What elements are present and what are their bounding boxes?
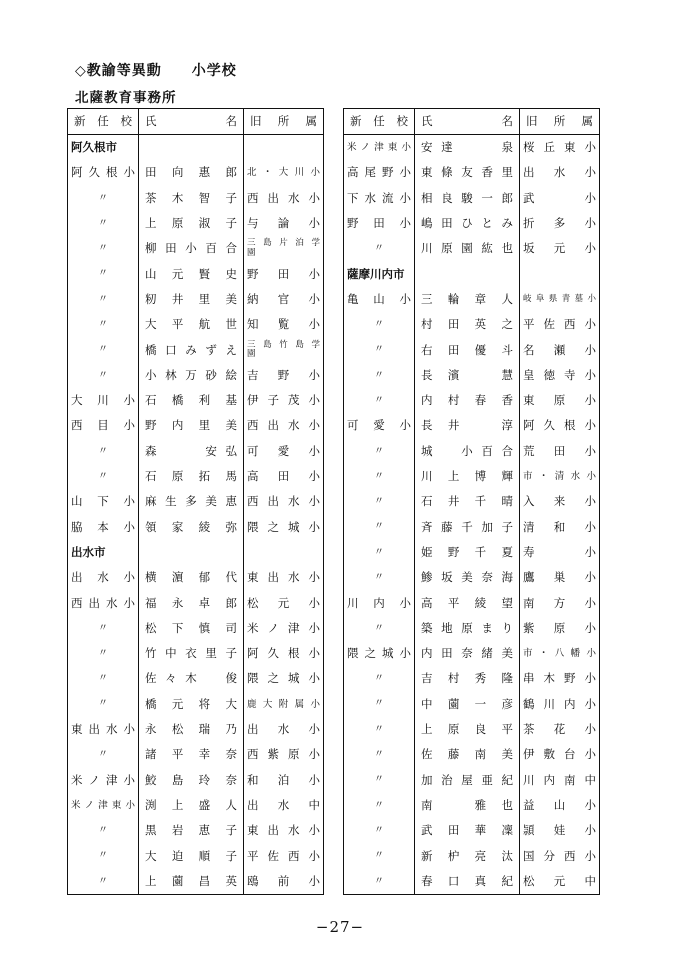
table-row	[68, 565, 324, 590]
new-school-cell: 〃	[98, 217, 108, 229]
new-school-cell: 亀山小	[347, 291, 411, 306]
table-row	[344, 388, 600, 413]
teacher-name-cell: 内田奈緒美	[415, 641, 520, 666]
new-school-cell: 〃	[374, 824, 384, 836]
new-school-cell: 米ノ津東小	[71, 799, 135, 811]
teacher-name-cell: 長濱 慧	[415, 363, 520, 388]
previous-post-cell: 米ノ津小	[244, 616, 324, 641]
previous-post-cell: 国分西小	[520, 844, 600, 869]
teacher-name-cell: 佐藤南美	[415, 742, 520, 767]
new-school-cell: 〃	[98, 470, 108, 482]
table-row	[344, 793, 600, 818]
previous-post-cell: 市・八幡小	[520, 641, 600, 666]
table-row	[68, 515, 324, 540]
new-school-cell: 〃	[98, 698, 108, 710]
table-row	[68, 818, 324, 843]
teacher-name-cell: 村田英之	[415, 312, 520, 337]
table-row	[344, 616, 600, 641]
previous-post-cell: 皇徳寺小	[520, 363, 600, 388]
table-row	[68, 312, 324, 337]
previous-post-cell: 三島片泊学 園	[244, 236, 324, 261]
table-row	[344, 515, 600, 540]
teacher-name-cell: 内村春香	[415, 388, 520, 413]
previous-post-cell: 鶴川内小	[520, 692, 600, 717]
new-school-cell: 山下小	[71, 494, 135, 509]
section-heading: 薩摩川内市	[347, 266, 405, 281]
new-school-cell: 米ノ津小	[71, 772, 135, 787]
previous-post-cell: 野田小	[244, 262, 324, 287]
new-school-cell: 東出水小	[71, 722, 135, 737]
previous-post-cell: 知覧小	[244, 312, 324, 337]
previous-post-cell: 隈之城小	[244, 515, 324, 540]
new-school-cell: 阿久根小	[71, 165, 135, 180]
new-school-cell: 〃	[374, 521, 384, 533]
new-school-cell: 〃	[374, 243, 384, 255]
previous-post-cell: 南方小	[520, 591, 600, 616]
new-school-cell: 〃	[98, 445, 108, 457]
new-school-cell: 〃	[374, 571, 384, 583]
empty-cell	[139, 135, 244, 161]
new-school-cell: 〃	[374, 673, 384, 685]
teacher-name-cell: 南 雅也	[415, 793, 520, 818]
table-row	[344, 186, 600, 211]
teacher-name-cell: 麻生多美恵	[139, 489, 244, 514]
teacher-name-cell: 小林万砂絵	[139, 363, 244, 388]
new-school-cell: 〃	[98, 243, 108, 255]
teacher-name-cell: 新枦亮汰	[415, 844, 520, 869]
previous-post-cell: 出水中	[244, 793, 324, 818]
table-row	[68, 616, 324, 641]
teacher-name-cell: 中薗一彦	[415, 692, 520, 717]
page-number: −27−	[315, 918, 365, 936]
previous-post-cell: 西出水小	[244, 414, 324, 439]
table-row	[68, 414, 324, 439]
new-school-cell: 〃	[98, 647, 108, 659]
new-school-cell: 〃	[374, 319, 384, 331]
new-school-cell: 〃	[374, 344, 384, 356]
teacher-name-cell: 吉村秀隆	[415, 667, 520, 692]
previous-post-cell: 岐阜県青墓小	[520, 287, 600, 312]
table-row	[68, 869, 324, 895]
section-row	[344, 262, 600, 287]
table-header-row	[344, 109, 600, 135]
new-school-cell: 〃	[98, 344, 108, 356]
new-school-cell: 高尾野小	[347, 165, 411, 180]
new-school-cell: 〃	[374, 850, 384, 862]
previous-post-cell: 与論小	[244, 211, 324, 236]
teacher-name-cell: 橋口みずえ	[139, 338, 244, 363]
new-school-cell: 〃	[98, 293, 108, 305]
table-row	[344, 869, 600, 895]
previous-post-cell: 松元中	[520, 869, 600, 895]
table-row	[68, 667, 324, 692]
new-school-cell: 隈之城小	[347, 646, 411, 661]
table-row	[68, 641, 324, 666]
table-row	[68, 186, 324, 211]
table-row	[344, 565, 600, 590]
teacher-name-cell: 佐々木 俊	[139, 667, 244, 692]
teacher-name-cell: 永松瑞乃	[139, 717, 244, 742]
previous-post-cell: 市・清水小	[520, 464, 600, 489]
teacher-name-cell: 嶋田ひとみ	[415, 211, 520, 236]
previous-post-cell: 西出水小	[244, 489, 324, 514]
teacher-name-cell: 加治屋亜紀	[415, 768, 520, 793]
new-school-cell: 〃	[374, 723, 384, 735]
table-row	[344, 641, 600, 666]
table-row	[344, 312, 600, 337]
previous-post-cell: 寿 小	[520, 540, 600, 565]
header-name: 氏名	[139, 109, 244, 135]
section-heading: 出水市	[71, 544, 106, 559]
teacher-name-cell: 姫野千夏	[415, 540, 520, 565]
previous-post-cell: 西紫原小	[244, 742, 324, 767]
header-new-school: 新任校	[68, 109, 139, 135]
table-header-row	[68, 109, 324, 135]
table-row	[68, 717, 324, 742]
table-row	[68, 742, 324, 767]
previous-post-cell: 茶花小	[520, 717, 600, 742]
teacher-name-cell: 黒岩恵子	[139, 818, 244, 843]
teacher-name-cell: 領家綾弥	[139, 515, 244, 540]
teacher-name-cell: 大平航世	[139, 312, 244, 337]
left-roster-table	[67, 108, 346, 895]
teacher-name-cell: 上原淑子	[139, 211, 244, 236]
previous-post-cell: 鹿大附属小	[244, 692, 324, 717]
previous-post-cell: 東出水小	[244, 565, 324, 590]
previous-post-cell: 武 小	[520, 186, 600, 211]
previous-post-cell: 名瀬小	[520, 338, 600, 363]
teacher-name-cell: 石井千晴	[415, 489, 520, 514]
new-school-cell: 〃	[98, 850, 108, 862]
new-school-cell: 〃	[98, 192, 108, 204]
table-row	[344, 692, 600, 717]
new-school-cell: 〃	[374, 445, 384, 457]
table-row	[344, 717, 600, 742]
teacher-name-cell: 川上博輝	[415, 464, 520, 489]
new-school-cell: 〃	[374, 799, 384, 811]
new-school-cell: 〃	[98, 673, 108, 685]
teacher-name-cell: 橋元将大	[139, 692, 244, 717]
teacher-name-cell: 武田華凜	[415, 818, 520, 843]
previous-post-cell: 坂元小	[520, 236, 600, 261]
teacher-name-cell: 大迫順子	[139, 844, 244, 869]
table-row	[344, 414, 600, 439]
table-row	[344, 135, 600, 161]
new-school-cell: 〃	[374, 394, 384, 406]
previous-post-cell: 桜丘東小	[520, 135, 600, 161]
table-row	[344, 540, 600, 565]
previous-post-cell: 納官小	[244, 287, 324, 312]
new-school-cell: 米ノ津東小	[347, 142, 411, 154]
header-previous: 旧所属	[520, 109, 600, 135]
teacher-name-cell: 石橋利基	[139, 388, 244, 413]
table-row	[344, 363, 600, 388]
table-row	[344, 591, 600, 616]
teacher-name-cell: 築地原まり	[415, 616, 520, 641]
right-roster-table	[343, 108, 600, 895]
new-school-cell: 可愛小	[347, 418, 411, 433]
teacher-name-cell: 松下慎司	[139, 616, 244, 641]
table-row	[68, 161, 324, 186]
table-row	[344, 818, 600, 843]
previous-post-cell: 東出水小	[244, 818, 324, 843]
previous-post-cell: 荒田小	[520, 439, 600, 464]
header-new-school: 新任校	[344, 109, 415, 135]
previous-post-cell: 西出水小	[244, 186, 324, 211]
table-row	[68, 591, 324, 616]
table-row	[344, 768, 600, 793]
page-title: ◇教諭等異動 小学校	[75, 63, 237, 79]
teacher-name-cell: 斉藤千加子	[415, 515, 520, 540]
table-row	[344, 667, 600, 692]
teacher-name-cell: 長井 淳	[415, 414, 520, 439]
previous-post-cell: 三島竹島学 園	[244, 338, 324, 363]
previous-post-cell: 東原小	[520, 388, 600, 413]
new-school-cell: 川内小	[347, 595, 411, 610]
empty-cell	[415, 262, 520, 287]
previous-post-cell: 益山小	[520, 793, 600, 818]
new-school-cell: 〃	[374, 875, 384, 887]
new-school-cell: 脇本小	[71, 519, 135, 534]
previous-post-cell: 和泊小	[244, 768, 324, 793]
empty-cell	[139, 540, 244, 565]
previous-post-cell: 出水小	[520, 161, 600, 186]
previous-post-cell: 阿久根小	[244, 641, 324, 666]
previous-post-cell: 阿久根小	[520, 414, 600, 439]
table-row	[68, 388, 324, 413]
section-row	[68, 135, 324, 161]
table-row	[68, 844, 324, 869]
new-school-cell: 大川小	[71, 393, 135, 408]
office-heading: 北薩教育事務所	[75, 90, 177, 106]
teacher-name-cell: 竹中衣里子	[139, 641, 244, 666]
previous-post-cell: 北・大川小	[244, 161, 324, 186]
new-school-cell: 〃	[374, 369, 384, 381]
previous-post-cell: 出水小	[244, 717, 324, 742]
new-school-cell: 〃	[98, 875, 108, 887]
new-school-cell: 西目小	[71, 418, 135, 433]
table-row	[344, 844, 600, 869]
teacher-name-cell: 籾井里美	[139, 287, 244, 312]
new-school-cell: 〃	[374, 546, 384, 558]
teacher-name-cell: 東條友香里	[415, 161, 520, 186]
teacher-name-cell: 山元賢史	[139, 262, 244, 287]
teacher-name-cell: 茶木智子	[139, 186, 244, 211]
teacher-name-cell: 石原拓馬	[139, 464, 244, 489]
table-row	[68, 363, 324, 388]
table-row	[344, 338, 600, 363]
previous-post-cell: 伊敷台小	[520, 742, 600, 767]
previous-post-cell: 折多小	[520, 211, 600, 236]
previous-post-cell: 伊子茂小	[244, 388, 324, 413]
table-row	[68, 793, 324, 818]
table-row	[68, 236, 324, 261]
teacher-name-cell: 三輪章人	[415, 287, 520, 312]
previous-post-cell: 紫原小	[520, 616, 600, 641]
teacher-name-cell: 諸平幸奈	[139, 742, 244, 767]
new-school-cell: 〃	[98, 369, 108, 381]
teacher-name-cell: 川原園紘也	[415, 236, 520, 261]
new-school-cell: 野田小	[347, 216, 411, 231]
teacher-name-cell: 安達 泉	[415, 135, 520, 161]
teacher-name-cell: 上薗昌英	[139, 869, 244, 895]
table-row	[68, 262, 324, 287]
new-school-cell: 〃	[374, 774, 384, 786]
table-row	[68, 211, 324, 236]
section-row	[68, 540, 324, 565]
table-row	[344, 489, 600, 514]
new-school-cell: 〃	[374, 622, 384, 634]
teacher-name-cell: 野内里美	[139, 414, 244, 439]
teacher-name-cell: 高平綾望	[415, 591, 520, 616]
new-school-cell: 〃	[98, 824, 108, 836]
section-heading: 阿久根市	[71, 140, 117, 155]
table-row	[344, 287, 600, 312]
teacher-name-cell: 城 小百合	[415, 439, 520, 464]
teacher-name-cell: 福永卓郎	[139, 591, 244, 616]
new-school-cell: 下水流小	[347, 190, 411, 205]
table-row	[68, 338, 324, 363]
teacher-name-cell: 春口真紀	[415, 869, 520, 895]
table-row	[68, 439, 324, 464]
previous-post-cell: 高田小	[244, 464, 324, 489]
previous-post-cell: 鷹巣小	[520, 565, 600, 590]
previous-post-cell: 頴娃小	[520, 818, 600, 843]
table-row	[344, 236, 600, 261]
new-school-cell: 西出水小	[71, 595, 135, 610]
previous-post-cell: 川内南中	[520, 768, 600, 793]
new-school-cell: 出水小	[71, 570, 135, 585]
teacher-name-cell: 鯵坂美奈海	[415, 565, 520, 590]
previous-post-cell: 入来小	[520, 489, 600, 514]
previous-post-cell: 隈之城小	[244, 667, 324, 692]
previous-post-cell: 平佐西小	[520, 312, 600, 337]
empty-cell	[520, 262, 600, 287]
table-row	[344, 161, 600, 186]
table-row	[344, 742, 600, 767]
table-row	[68, 768, 324, 793]
new-school-cell: 〃	[374, 496, 384, 508]
new-school-cell: 〃	[374, 749, 384, 761]
teacher-name-cell: 右田優斗	[415, 338, 520, 363]
header-name: 氏名	[415, 109, 520, 135]
header-previous: 旧所属	[244, 109, 324, 135]
teacher-name-cell: 渕上盛人	[139, 793, 244, 818]
teacher-name-cell: 鮫島玲奈	[139, 768, 244, 793]
teacher-name-cell: 柳田小百合	[139, 236, 244, 261]
previous-post-cell: 平佐西小	[244, 844, 324, 869]
new-school-cell: 〃	[374, 470, 384, 482]
teacher-name-cell: 相良駿一郎	[415, 186, 520, 211]
table-row	[68, 464, 324, 489]
new-school-cell: 〃	[374, 698, 384, 710]
empty-cell	[244, 540, 324, 565]
new-school-cell: 〃	[98, 622, 108, 634]
new-school-cell: 〃	[98, 319, 108, 331]
table-row	[344, 439, 600, 464]
empty-cell	[244, 135, 324, 161]
table-row	[344, 211, 600, 236]
previous-post-cell: 可愛小	[244, 439, 324, 464]
table-row	[68, 287, 324, 312]
new-school-cell: 〃	[98, 268, 108, 280]
table-row	[68, 692, 324, 717]
table-row	[344, 464, 600, 489]
teacher-name-cell: 上原良平	[415, 717, 520, 742]
previous-post-cell: 清和小	[520, 515, 600, 540]
teacher-name-cell: 田向惠郎	[139, 161, 244, 186]
previous-post-cell: 吉野小	[244, 363, 324, 388]
previous-post-cell: 松元小	[244, 591, 324, 616]
teacher-name-cell: 森 安弘	[139, 439, 244, 464]
new-school-cell: 〃	[98, 749, 108, 761]
table-row	[68, 489, 324, 514]
previous-post-cell: 串木野小	[520, 667, 600, 692]
previous-post-cell: 鴎前小	[244, 869, 324, 895]
teacher-name-cell: 横濵郁代	[139, 565, 244, 590]
